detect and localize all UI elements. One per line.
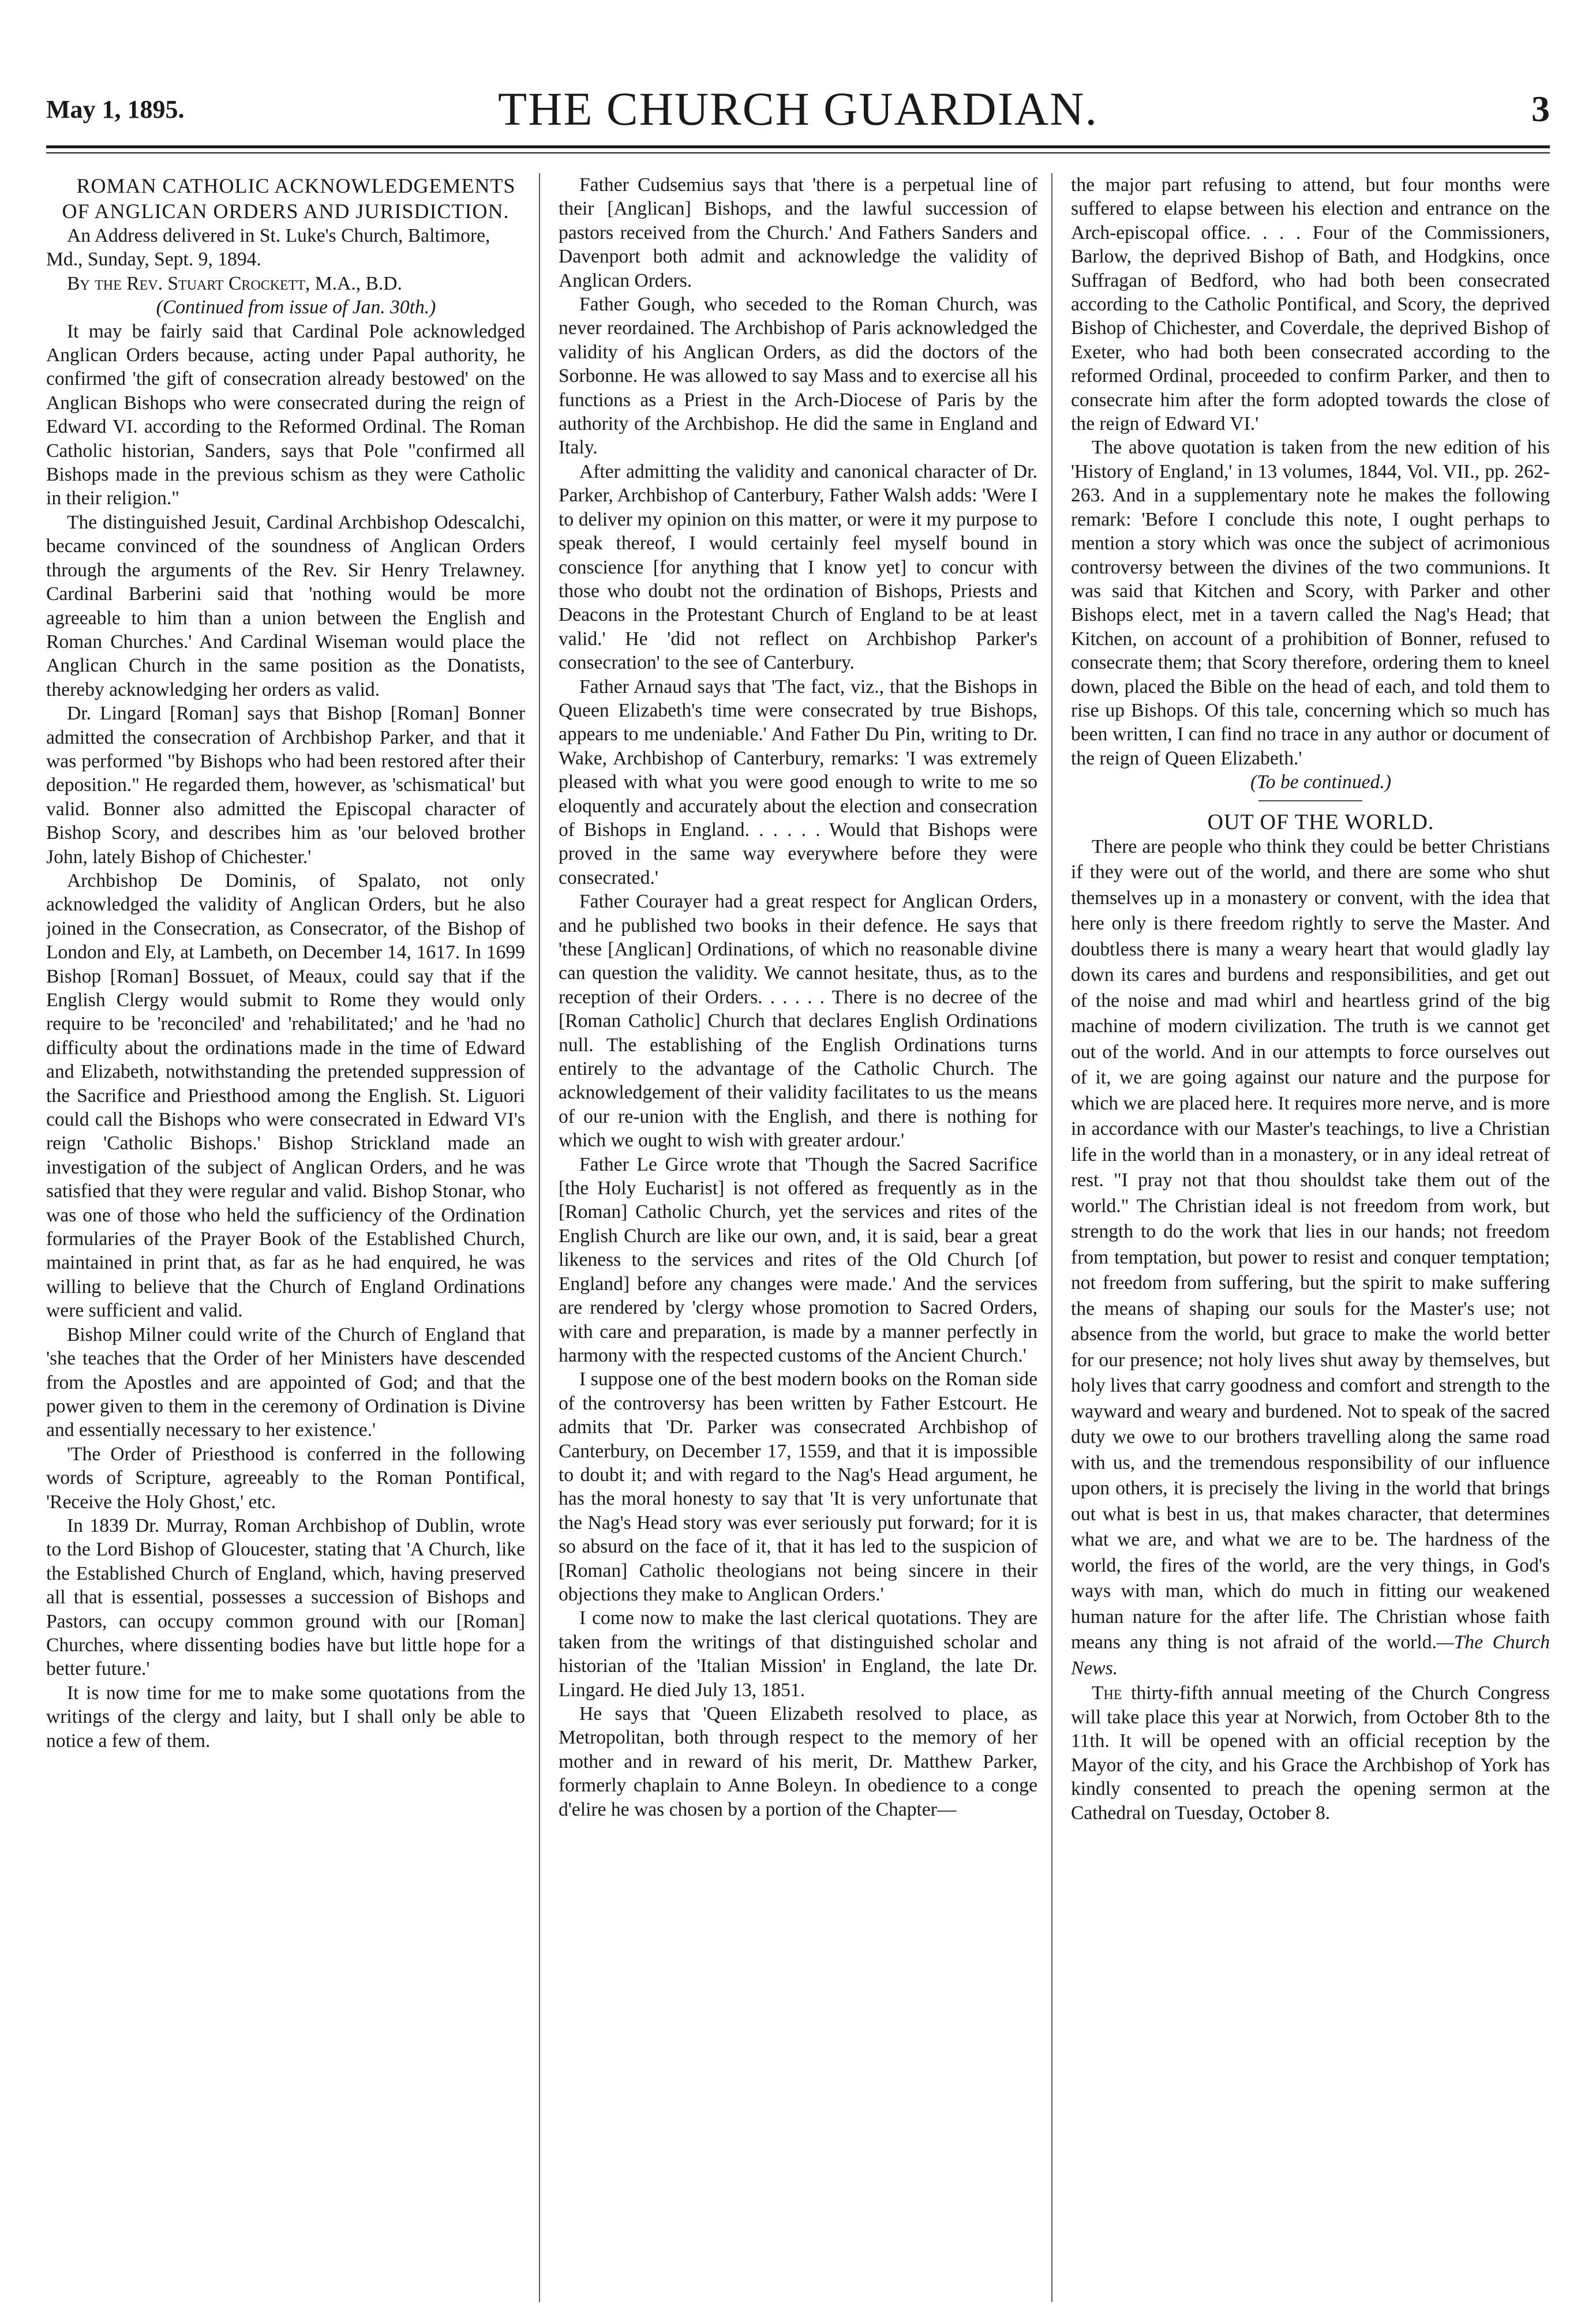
paragraph: I come now to make the last clerical quotations. They are taken from the writings of that distinguished scholar and historian of the 'Italian Mission' in England, the late Dr. Lingard. He died July 13, 1851. — [559, 1607, 1037, 1701]
byline-name: Rev. Stuart Crockett, M.A., B.D. — [126, 272, 402, 294]
section-headline: OUT OF THE WORLD. — [1207, 809, 1434, 834]
paragraph: Father Le Girce wrote that 'Though the Sacred Sacrifice [the Holy Eucharist] is not offered as frequently as in the [Roman] Catholic Church, yet the services and rites of the English Church are like our own, and, it is said, bear a great likeness to the services and rites of the Old Church [of England] before any changes were made.' And the services are rendered by 'clergy whose promotion to Sacred Orders, with care and preparation, is made by a manner perfectly in harmony with the respected customs of the Ancient Church.' — [559, 1153, 1037, 1366]
column-1 — [46, 173, 525, 2302]
to-be-continued: (To be continued.) — [1250, 771, 1392, 793]
masthead-rule-thick — [46, 145, 1550, 148]
paragraph: Archbishop De Dominis, of Spalato, not only acknowledged the validity of Anglican Orders, but he also joined in the Consecration, as Consecrator, of the Bishop of London and Ely, at Lambeth, on December 14, 1617. In 1699 Bishop [Roman] Bossuet, of Meaux, could say that if the English Clergy would submit to Rome they would only require to be 'reconciled' and 'rehabilitated;' and he 'had no difficulty about the ordinations made in the time of Edward and Elizabeth, notwithstanding the pretended suppression of the Sacrifice and Priesthood among the English. St. Liguori could call the Bishops who were consecrated in Edward VI's reign 'Catholic Bishops.' Bishop Strickland made an investigation of the subject of Anglican Orders, and he was satisfied that they were regular and valid. Bishop Stonar, who was one of those who held the sufficiency of the Ordination formularies of the Prayer Book of the Established Church, maintained in print that, as far as he had enquired, he was willing to believe that the Church of England Ordinations were sufficient and valid. — [46, 869, 525, 1322]
paragraph: Father Cudsemius says that 'there is a perpetual line of their [Anglican] Bishops, and the lawful succession of pastors received from the Church.' And Fathers Sanders and Davenport both admit and acknowledge the validity of Anglican Orders. — [559, 174, 1037, 291]
source-credit: —The Church News. — [1071, 1632, 1550, 1679]
masthead — [46, 75, 1550, 138]
paragraph: Dr. Lingard [Roman] says that Bishop [Roman] Bonner admitted the consecration of Archbishop Parker, and that it was performed "by Bishops who had been restored after their deposition." He regarded them, however, as 'schismatical' but valid. Bonner also admitted the Episcopal character of Bishop Scory, and describes him as 'our beloved brother John, lately Bishop of Chichester.' — [46, 703, 525, 868]
column-divider — [1051, 173, 1052, 2302]
section-divider — [1258, 800, 1362, 801]
paragraph: Father Gough, who seceded to the Roman Church, was never reordained. The Archbishop of Paris acknowledged the validity of his Anglican Orders, as did the doctors of the Sorbonne. He was allowed to say Mass and to exercise all his functions as a Priest in the Arch-Diocese of Paris by the authority of the Archbishop. He did the same in England and Italy. — [559, 294, 1037, 459]
paragraph: The distinguished Jesuit, Cardinal Archbishop Odescalchi, became convinced of the soundness of Anglican Orders through the arguments of the Rev. Sir Henry Trelawney. Cardinal Barberini said that 'nothing would be more agreeable to him than a union between the English and Roman Churches.' And Cardinal Wiseman would place the Anglican Church in the same position as the Donatists, thereby acknowledging her orders as valid. — [46, 511, 525, 700]
paragraph: He says that 'Queen Elizabeth resolved to place, as Metropolitan, both through respect to the memory of her mother and in reward of his merit, Dr. Matthew Parker, formerly chaplain to Anne Boleyn. In obedience to a conge d'elire he was chosen by a portion of the Chapter— — [559, 1703, 1037, 1820]
paragraph: Father Arnaud says that 'The fact, viz., that the Bishops in Queen Elizabeth's time were consecrated by true Bishops, appears to me undeniable.' And Father Du Pin, writing to Dr. Wake, Archbishop of Canterbury, remarks: 'I was extremely pleased with what you were good enough to write to me so eloquently and accurately about the election and consecration of Bishops in England. . . . . . Would that Bishops were proved in the same way everywhere before they were consecrated.' — [559, 676, 1037, 888]
byline-prefix: By the — [67, 272, 122, 294]
article-deck: An Address delivered in St. Luke's Church, Baltimore, Md., Sunday, Sept. 9, 1894. — [46, 225, 490, 271]
paragraph: 'The Order of Priesthood is conferred in the following words of Scripture, agreeably to the Roman Pontifical, 'Receive the Holy Ghost,' etc. — [46, 1443, 525, 1513]
paragraph: It is now time for me to make some quotations from the writings of the clergy and laity, but I shall only be able to notice a few of them. — [46, 1682, 525, 1752]
masthead-rule-thin — [46, 152, 1550, 153]
issue-date: May 1, 1895. — [46, 95, 185, 123]
notice-text: thirty-fifth annual meeting of the Church Congress will take place this year at Norwich, from October 8th to the 11th. It will be opened with an official reception by the Mayor of the city, and his Grace the Archbishop of York has kindly consented to preach the opening sermon at the Cathedral on Tuesday, October 8. — [1071, 1682, 1550, 1824]
column-2 — [559, 173, 1037, 2302]
newspaper-title: THE CHURCH GUARDIAN. — [498, 83, 1098, 135]
article-headline: ROMAN CATHOLIC ACKNOWLEDGEMENTS OF ANGLICAN ORDERS AND JURISDICTION. — [62, 174, 516, 223]
paragraph: I suppose one of the best modern books on the Roman side of the controversy has been written by Father Estcourt. He admits that 'Dr. Parker was consecrated Archbishop of Canterbury, on December 17, 1559, and that it is impossible to doubt it; and with regard to the Nag's Head argument, he has the moral honesty to say that 'It is very unfortunate that the Nag's Head story was ever seriously put forward; for it is so absurd on the face of it, that it has led to the suspicion of [Roman] Catholic theologians not being sincere in their objections they make to Anglican Orders.' — [559, 1369, 1037, 1605]
paragraph: The above quotation is taken from the new edition of his 'History of England,' in 13 volumes, 1844, Vol. VII., pp. 262-263. And in a supplementary note he makes the following remark: 'Before I conclude this note, I ought perhaps to mention a story which was once the subject of acrimonious controversy between the divines of the two communions. It was said that Kitchen and Scory, with Parker and other Bishops elect, met in a tavern called the Nag's Head; that Kitchen, on account of a prohibition of Bonner, refused to consecrate them; that Scory therefore, ordering them to kneel down, placed the Bible on the head of each, and told them to rise up Bishops. Of this tale, concerning which so much has been written, I can find no trace in any author or document of the reign of Queen Elizabeth.' — [1071, 437, 1550, 769]
paragraph: It may be fairly said that Cardinal Pole acknowledged Anglican Orders because, acting under Papal authority, he confirmed 'the gift of consecration already bestowed' on the Anglican Bishops who were consecrated during the reign of Edward VI. according to the Reformed Ordinal. The Roman Catholic historian, Sanders, says that Pole "confirmed all Bishops made in the previous schism as they were Catholic in their religion." — [46, 320, 525, 509]
notice-lead: The — [1092, 1682, 1122, 1704]
page-number: 3 — [1531, 88, 1550, 129]
paragraph: Father Courayer had a great respect for Anglican Orders, and he published two books in their defence. He says that 'these [Anglican] Ordinations, of which no reasonable divine can question the validity. We cannot hesitate, thus, as to the reception of their Orders. . . . . . There is no decree of the [Roman Catholic] Church that declares English Ordinations null. The establishing of the English Ordinations turns entirely to the advantage of the Catholic Church. The acknowledgement of their validity facilitates to us the means of our re-union with the English, and there is nothing for which we ought to wish with greater ardour.' — [559, 891, 1037, 1152]
paragraph: After admitting the validity and canonical character of Dr. Parker, Archbishop of Canterbury, Father Walsh adds: 'Were I to deliver my opinion on this matter, or were it my purpose to speak thereof, I would certainly feel myself bound in conscience [for anything that I know yet] to concur with those who doubt not the ordination of Bishops, Priests and Deacons in the Protestant Church of England to be at least valid.' He 'did not reflect on Archbishop Parker's consecration' to the see of Canterbury. — [559, 460, 1037, 674]
continued-note: (Continued from issue of Jan. 30th.) — [156, 297, 436, 318]
paragraph-text: There are people who think they could be better Christians if they were out of the world, and there are some who shut themselves up in a monastery or convent, with the idea that here only is there freedom rightly to serve the Master. And doubtless there is many a weary heart that would gladly lay down its cares and burdens and responsibilities, and get out of the noise and mad whirl and heartless grind of the big machine of modern civilization. The truth is we cannot get out of the world. And in our attempts to force ourselves out of it, we are going against our nature and the purpose for which we are placed here. It requires more nerve, and is more in accordance with our Master's teachings, to live a Christian life in the world than in a monastery, or in any ideal retreat of rest. "I pray not that thou shouldst take them out of the world." The Christian ideal is not freedom from work, but strength to do the work that lies in our hands; not freedom from temptation, but power to resist and conquer temptation; not freedom from suffering, but the spirit to make suffering the means of shaping our souls for the Master's use; not absence from the world, but grace to make the world better for our presence; not holy lives shut away by themselves, but holy lives that carry goodness and comfort and strength to the wayward and weary and burdened. Not to speak of the sacred duty we owe to our brothers travelling along the same road with us, and the tremendous responsibility of our influence upon others, it is precisely the living in the world that brings out what is best in us, that makes character, that determines what we are, and what we are to be. The hardness of the world, the fires of the world, are the very things, in God's ways with man, which do much in fitting our weakened human nature for the after life. The Christian whose faith means any thing is not afraid of the world. — [1071, 835, 1550, 1654]
article-byline — [46, 272, 525, 295]
paragraph — [1071, 834, 1550, 1682]
paragraph: In 1839 Dr. Murray, Roman Archbishop of Dublin, wrote to the Lord Bishop of Gloucester, stating that 'A Church, like the Established Church of England, which, having preserved all that is essential, possesses a succession of Bishops and Pastors, can occupy common ground with our [Roman] Churches, where dissenting bodies have but little hope for a better future.' — [46, 1514, 525, 1680]
paragraph: Bishop Milner could write of the Church of England that 'she teaches that the Order of her Ministers have descended from the Apostles and are appointed of God; and that the power given to them in the ceremony of Ordination is Divine and essentially necessary to her existence.' — [46, 1324, 525, 1441]
column-divider — [539, 173, 540, 2302]
column-3 — [1071, 173, 1550, 2302]
notice-paragraph — [1071, 1681, 1550, 1824]
paragraph: the major part refusing to attend, but four months were suffered to elapse between his election and entrance on the Arch-episcopal office. . . . Four of the Commissioners, Barlow, the deprived Bishop of Bath, and Hodgkins, once Suffragan of Bedford, who had both been consecrated according to the Catholic Pontifical, and Scory, the deprived Bishop of Chichester, and Coverdale, the deprived Bishop of Exeter, who had both been consecrated according to the reformed Ordinal, proceeded to confirm Parker, and then to consecrate him after the form adopted towards the close of the reign of Edward VI.' — [1071, 174, 1550, 435]
